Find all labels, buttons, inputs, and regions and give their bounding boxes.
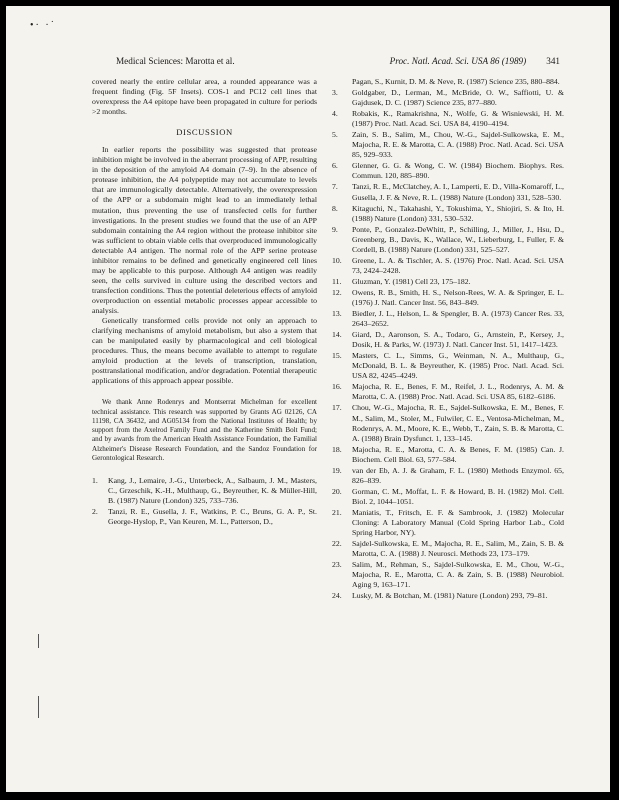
reference-item bbox=[332, 487, 564, 507]
reference-number: 12. bbox=[332, 287, 342, 297]
reference-text: Lusky, M. & Botchan, M. (1981) Nature (London) 293, 79–81. bbox=[352, 591, 548, 601]
reference-text: Owens, R. B., Smith, H. S., Nelson-Rees, W. A. & Springer, E. L. (1976) J. Natl. Cancer Inst. 56, 843–849. bbox=[352, 287, 564, 307]
header-journal: Proc. Natl. Acad. Sci. USA 86 (1989) bbox=[389, 56, 527, 66]
reference-continuation: Pagan, S., Kurnit, D. M. & Neve, R. (1987) Science 235, 880–884. bbox=[352, 77, 560, 86]
reference-number: 22. bbox=[332, 539, 342, 549]
reference-item bbox=[332, 204, 564, 224]
reference-text: Zain, S. B., Salim, M., Chou, W.-G., Sajdel-Sulkowska, E. M., Majocha, R. E. & Marotta, C. A. (1988) Proc. Natl. Acad. Sci. USA 85, 929–933. bbox=[352, 130, 564, 160]
scan-mark bbox=[38, 696, 39, 718]
reference-number: 21. bbox=[332, 507, 342, 517]
reference-text: Masters, C. L., Simms, G., Weinman, N. A., Multhaup, G., McDonald, B. L. & Beyreuther, K. (1985) Proc. Natl. Acad. Sci. USA 82, 4245–4249. bbox=[352, 351, 564, 381]
reference-item bbox=[332, 277, 564, 287]
reference-text: Giard, D., Aaronson, S. A., Todaro, G., Arnstein, P., Kersey, J., Dosik, H. & Parks, W. (1973) J. Natl. Cancer Inst. 51, 1417–1423. bbox=[352, 330, 564, 350]
reference-number: 10. bbox=[332, 255, 342, 265]
reference-text: Majocha, R. E., Benes, F. M., Reifel, J. L., Rodenrys, A. M. & Marotta, C. A. (1988) Proc. Natl. Acad. Sci. USA 85, 6182–6186. bbox=[352, 382, 564, 402]
reference-number: 24. bbox=[332, 591, 342, 601]
reference-item bbox=[332, 539, 564, 559]
reference-item bbox=[92, 507, 317, 527]
reference-text: Gorman, C. M., Moffat, L. F. & Howard, B. H. (1982) Mol. Cell. Biol. 2, 1044–1051. bbox=[352, 486, 564, 506]
reference-text: Biedler, J. L., Helson, L. & Spengler, B. A. (1973) Cancer Res. 33, 2643–2652. bbox=[352, 309, 564, 329]
reference-text: Maniatis, T., Fritsch, E. F. & Sambrook, J. (1982) Molecular Cloning: A Laboratory Manual (Cold Spring Harbor Lab., Cold Spring Harbor, NY). bbox=[352, 507, 564, 538]
header-author: Medical Sciences: Marotta et al. bbox=[116, 56, 235, 66]
reference-number: 6. bbox=[332, 161, 338, 171]
reference-item bbox=[332, 309, 564, 329]
reference-number: 5. bbox=[332, 130, 338, 140]
discussion-paragraph-1: In earlier reports the possibility was suggested that protease inhibition might be involved in the aberrant processing of APP, resulting in the deposition of the amyloid A4 domain (7–9). In the absence of protease inhibition, the A4 polypeptide may not accumulate to levels that are immunologically detectable. Alternatively, the overexpression of the APP or a subdomain might lead to an immediately lethal mutation, thus preventing the use of transfected cells for further investigations. In the present studies we found that the use of an APP subdomain containing the A4 region without the protease inhibitor site was sufficient to obtain viable cells that overproduced immunologically detectable A4 antigen. The normal role of the APP serine protease inhibitor remains to be defined and genetically engineered cell lines may be applicable to this purpose. Although A4 antigen was readily seen, the cells survived in culture using the described vectors and transfection conditions. Thus the potential deleterious effects of amyloid overproduction on essential metabolic processes appear accessible to analysis. bbox=[92, 145, 317, 315]
scan-specks: •· ·˙ bbox=[30, 20, 56, 31]
intro-paragraph: covered nearly the entire cellular area, a rounded appearance was a frequent finding (Fig. 5F Insets). COS-1 and PC12 cell lines that overexpress the A4 epitope have been propagated in culture for periods >2 months. bbox=[92, 77, 317, 117]
page-number: 341 bbox=[546, 56, 560, 66]
reference-text: Sajdel-Sulkowska, E. M., Majocha, R. E., Salim, M., Zain, S. B. & Marotta, C. A. (1988) J. Neurosci. Methods 23, 173–179. bbox=[352, 539, 564, 559]
document-page bbox=[6, 6, 610, 792]
reference-number: 2. bbox=[92, 507, 98, 517]
reference-number: 19. bbox=[332, 465, 342, 475]
reference-item bbox=[332, 225, 564, 255]
reference-item bbox=[332, 403, 564, 443]
reference-item bbox=[332, 256, 564, 276]
reference-number: 7. bbox=[332, 182, 338, 192]
reference-item bbox=[332, 182, 564, 202]
reference-item bbox=[332, 161, 564, 181]
section-heading: DISCUSSION bbox=[176, 127, 233, 138]
reference-item bbox=[332, 109, 564, 129]
reference-number: 4. bbox=[332, 109, 338, 119]
reference-text: Goldgaber, D., Lerman, M., McBride, O. W., Saffiotti, U. & Gajdusek, D. C. (1987) Science 235, 877–880. bbox=[352, 88, 564, 108]
acknowledgment: We thank Anne Rodenrys and Montserrat Michelman for excellent technical assistance. This research was supported by Grants AG 02126, CA 11198, CA 36432, and AG05134 from the National Institutes of Health; by support from the Axelrod Family Fund and the Katherine Smith Bolt Fund; and by awards from the American Health Assistance Foundation, the Familial Alzheimer's Disease Research Foundation, and the Sandoz Foundation for Gerontological Research. bbox=[92, 398, 317, 462]
reference-item bbox=[332, 445, 564, 465]
reference-text: Majocha, R. E., Marotta, C. A. & Benes, F. M. (1985) Can. J. Biochem. Cell Biol. 63, 577–584. bbox=[352, 444, 564, 464]
reference-item bbox=[92, 476, 317, 506]
reference-number: 15. bbox=[332, 351, 342, 361]
running-header bbox=[116, 56, 560, 66]
reference-list-left bbox=[92, 476, 317, 527]
reference-text: Chou, W.-G., Majocha, R. E., Sajdel-Sulkowska, E. M., Benes, F. M., Salim, M., Stoler, M., Fulwiler, C. E., Ventosa-Michelman, M., Rodenrys, A. M., Moore, K. E., Webb, T., Zain, S. B. & Marotta, C. A. (1988) Brain Dysfunct. 1, 133–145. bbox=[352, 403, 564, 443]
reference-number: 14. bbox=[332, 330, 342, 340]
reference-item bbox=[332, 330, 564, 350]
reference-item bbox=[332, 130, 564, 160]
reference-number: 18. bbox=[332, 444, 342, 454]
reference-item bbox=[332, 508, 564, 538]
reference-text: Glenner, G. G. & Wong, C. W. (1984) Biochem. Biophys. Res. Commun. 120, 885–890. bbox=[352, 161, 564, 181]
right-column bbox=[332, 77, 564, 602]
reference-number: 16. bbox=[332, 382, 342, 392]
reference-text: van der Eb, A. J. & Graham, F. L. (1980) Methods Enzymol. 65, 826–839. bbox=[352, 465, 564, 485]
scan-mark bbox=[38, 634, 39, 648]
reference-text: Ponte, P., Gonzalez-DeWhitt, P., Schilling, J., Miller, J., Hsu, D., Greenberg, B., Davis, K., Wallace, W., Lieberburg, I., Fuller, F. & Cordell, B. (1988) Nature (London) 331, 525–527. bbox=[352, 224, 564, 254]
reference-text: Tanzi, R. E., McClatchey, A. I., Lamperti, E. D., Villa-Komaroff, L., Gusella, J. F. & Neve, R. L. (1988) Nature (London) 331, 528–530. bbox=[352, 182, 564, 202]
reference-number: 9. bbox=[332, 224, 338, 234]
reference-item bbox=[332, 466, 564, 486]
reference-item bbox=[332, 88, 564, 108]
reference-item bbox=[332, 591, 564, 601]
reference-text: Salim, M., Rehman, S., Sajdel-Sulkowska, E. M., Chou, W.-G., Majocha, R. E., Marotta, C. A. & Zain, S. B. (1988) Neurobiol. Aging 9, 163–171. bbox=[352, 560, 564, 590]
reference-text: Robakis, K., Ramakrishna, N., Wolfe, G. & Wisniewski, H. M. (1987) Proc. Natl. Acad. Sci. USA 84, 4190–4194. bbox=[352, 109, 564, 129]
reference-number: 1. bbox=[92, 476, 98, 486]
reference-text: Kang, J., Lemaire, J.-G., Unterbeck, A., Salbaum, J. M., Masters, C., Grzeschik, K.-H., Multhaup, G., Beyreuther, K. & Müller-Hill, B. (1987) Nature (London) 325, 733–736. bbox=[108, 476, 317, 506]
reference-number: 3. bbox=[332, 88, 338, 98]
reference-item bbox=[332, 382, 564, 402]
left-column bbox=[92, 77, 317, 528]
reference-number: 23. bbox=[332, 560, 342, 570]
reference-item bbox=[332, 560, 564, 590]
reference-list-right bbox=[332, 88, 564, 601]
reference-number: 17. bbox=[332, 403, 342, 413]
reference-number: 13. bbox=[332, 309, 342, 319]
reference-text: Tanzi, R. E., Gusella, J. F., Watkins, P. C., Bruns, G. A. P., St. George-Hyslop, P., Van Keuren, M. L., Patterson, D., bbox=[108, 507, 317, 527]
reference-number: 11. bbox=[332, 276, 342, 286]
reference-number: 8. bbox=[332, 203, 338, 213]
reference-text: Gluzman, Y. (1981) Cell 23, 175–182. bbox=[352, 276, 471, 286]
reference-text: Kitaguchi, N., Takahashi, Y., Tokushima, Y., Shiojiri, S. & Ito, H. (1988) Nature (London) 331, 530–532. bbox=[352, 203, 564, 223]
reference-number: 20. bbox=[332, 486, 342, 496]
reference-item bbox=[332, 351, 564, 381]
discussion-paragraph-2: Genetically transformed cells provide not only an approach to clarifying mechanisms of amyloid metabolism, but also a system that can be manipulated easily by pharmacological and cell biological procedures. Thus, the means become available to attempt to regulate amyloid production at the levels of transcription, translation, posttranslational modification, and/or degradation. Potential therapeutic applications of this approach appear possible. bbox=[92, 316, 317, 386]
reference-text: Greene, L. A. & Tischler, A. S. (1976) Proc. Natl. Acad. Sci. USA 73, 2424–2428. bbox=[352, 255, 564, 275]
reference-item bbox=[332, 288, 564, 308]
